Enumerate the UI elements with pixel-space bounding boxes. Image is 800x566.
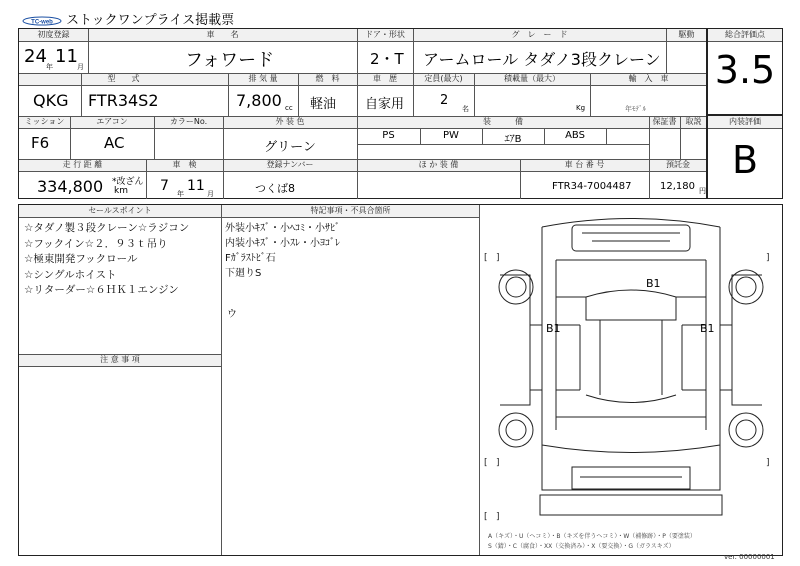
label-import: 輸 入 車 xyxy=(628,74,669,83)
label-aircon: エアコン xyxy=(96,117,128,126)
label-door: ドア・形状 xyxy=(365,30,405,39)
first-reg-year: 24 xyxy=(24,46,47,67)
capacity-value: 2 xyxy=(440,93,449,108)
model-value: FTR34S2 xyxy=(88,91,159,110)
label-history: 車 歴 xyxy=(373,74,397,83)
label-inspection: 車 検 xyxy=(172,160,197,169)
version-label: ver. 00000001 xyxy=(724,553,775,561)
note-extra: ウ xyxy=(227,309,237,320)
label-overall: 総合評価点 xyxy=(725,30,765,39)
label-model: 型 式 xyxy=(107,74,140,83)
car-name-value: フォワード xyxy=(185,50,275,71)
fuel-value: 軽油 xyxy=(310,97,337,112)
svg-text:]: ] xyxy=(496,458,500,468)
damage-mark-right: B1 xyxy=(700,322,715,335)
legend-line-1: A（キズ）・U（ヘコミ）・B（キズを伴うヘコミ）・W（補修跡）・P（要塗装） xyxy=(488,533,696,540)
label-sales-point: セールスポイント xyxy=(88,206,152,215)
overall-score: 3.5 xyxy=(714,48,776,92)
logo-icon xyxy=(22,16,62,26)
list-item: ☆フックイン☆２．９３ｔ吊り xyxy=(24,237,168,250)
label-warranty: 保証書 xyxy=(652,117,677,126)
label-mileage: 走 行 距 離 xyxy=(62,160,103,169)
svg-text:[: [ xyxy=(484,512,488,522)
mileage-note: *改ざん xyxy=(112,177,144,187)
damage-mark-left: B1 xyxy=(546,322,561,335)
list-item: ☆シングルホイスト xyxy=(24,268,117,281)
list-item: 外装小ｷｽﾞ・小ﾍｺﾐ・小ｻﾋﾞ xyxy=(225,223,340,234)
list-item: 下廻りS xyxy=(225,268,262,279)
list-item: 内装小ｷｽﾞ・小ｽﾚ・小ﾖｺﾞﾚ xyxy=(225,238,340,249)
displacement-unit: cc xyxy=(285,104,293,112)
insp-year: 7 xyxy=(160,178,169,194)
notes-list xyxy=(225,221,340,281)
import-year-label: 年ﾓﾃﾞﾙ xyxy=(625,105,646,113)
label-chassis: 車 台 番 号 xyxy=(564,160,605,169)
load-unit: Kg xyxy=(576,104,586,112)
truck-diagram-icon xyxy=(480,205,782,555)
first-reg-month-unit: 月 xyxy=(77,63,84,71)
label-caution: 注 意 事 項 xyxy=(100,355,140,364)
label-first-reg: 初度登録 xyxy=(37,30,70,39)
label-other-equip: ほ か 装 備 xyxy=(418,160,459,169)
list-item: ☆リターダー☆６ＨＫ１エンジン xyxy=(24,284,179,296)
label-capacity: 定員(最大) xyxy=(424,74,463,83)
capacity-unit: 名 xyxy=(462,105,469,113)
insp-month: 11 xyxy=(187,178,205,194)
page-title: ストックワンプライス掲載票 xyxy=(66,13,235,28)
deposit-unit: 円 xyxy=(699,187,706,195)
mileage-value: 334,800 xyxy=(37,177,104,196)
first-reg-year-unit: 年 xyxy=(46,63,53,71)
svg-text:]: ] xyxy=(496,512,500,522)
label-load: 積載量（最大） xyxy=(504,74,560,83)
label-equipment: 装 備 xyxy=(483,117,523,126)
deposit-value: 12,180 xyxy=(660,181,695,192)
label-notes: 特記事項・不具合箇所 xyxy=(310,206,391,215)
svg-text:[: [ xyxy=(484,253,488,263)
svg-text:]: ] xyxy=(766,458,770,468)
plate-value: つくば8 xyxy=(255,182,295,195)
svg-text:]: ] xyxy=(766,253,770,263)
insp-month-unit: 月 xyxy=(207,190,214,198)
equip-abs: ABS xyxy=(565,130,585,141)
svg-text:[: [ xyxy=(484,458,488,468)
sales-point-list xyxy=(24,221,189,299)
label-mission: ミッション xyxy=(24,117,65,126)
logo xyxy=(22,11,62,26)
list-item: ☆極東開発フックロール xyxy=(24,253,138,265)
equip-airbag: ｴｱB xyxy=(504,134,522,145)
history-value: 自家用 xyxy=(365,97,405,112)
label-displacement: 排 気 量 xyxy=(248,74,278,83)
label-plate: 登録ナンバー xyxy=(266,160,314,169)
list-item: Fｶﾞﾗｽﾄﾋﾞ石 xyxy=(225,253,276,264)
label-interior-eval: 内装評価 xyxy=(729,117,761,126)
color-value: グリーン xyxy=(264,140,316,155)
damage-diagram xyxy=(480,205,782,555)
list-item: ☆タダノ製３段クレーン☆ラジコン xyxy=(24,222,190,234)
displacement-value: 7,800 xyxy=(236,91,282,110)
door-value: 2・T xyxy=(370,50,404,68)
mission-value: F6 xyxy=(31,134,50,152)
damage-mark-top: B1 xyxy=(646,277,661,290)
label-drive: 駆動 xyxy=(678,30,695,39)
label-car-name: 車 名 xyxy=(206,30,239,39)
label-grade: グ レ ー ド xyxy=(511,30,568,39)
label-deposit: 預託金 xyxy=(666,160,690,169)
equip-pw: PW xyxy=(443,130,459,141)
legend-line-2: S（錆）・C（腐食）・XX（交換済み）・X（要交換）・G（ガラスキズ） xyxy=(488,543,675,550)
mileage-unit: km xyxy=(114,186,128,196)
insp-year-unit: 年 xyxy=(177,190,184,198)
label-exterior: 外 装 色 xyxy=(275,117,305,126)
logo-text: TC-web xyxy=(31,19,53,26)
chassis-value: FTR34-7004487 xyxy=(552,181,632,192)
first-reg-month: 11 xyxy=(55,46,78,67)
model-prefix: QKG xyxy=(33,91,69,110)
svg-text:]: ] xyxy=(496,253,500,263)
label-manual: 取説 xyxy=(685,117,702,126)
equip-ps: PS xyxy=(382,130,395,141)
label-color-no: カラーNo. xyxy=(169,117,208,126)
interior-score: B xyxy=(731,138,759,182)
aircon-value: AC xyxy=(104,134,125,152)
label-fuel: 燃 料 xyxy=(315,74,340,83)
grade-value: アームロール タダノ3段クレーン xyxy=(423,50,661,69)
